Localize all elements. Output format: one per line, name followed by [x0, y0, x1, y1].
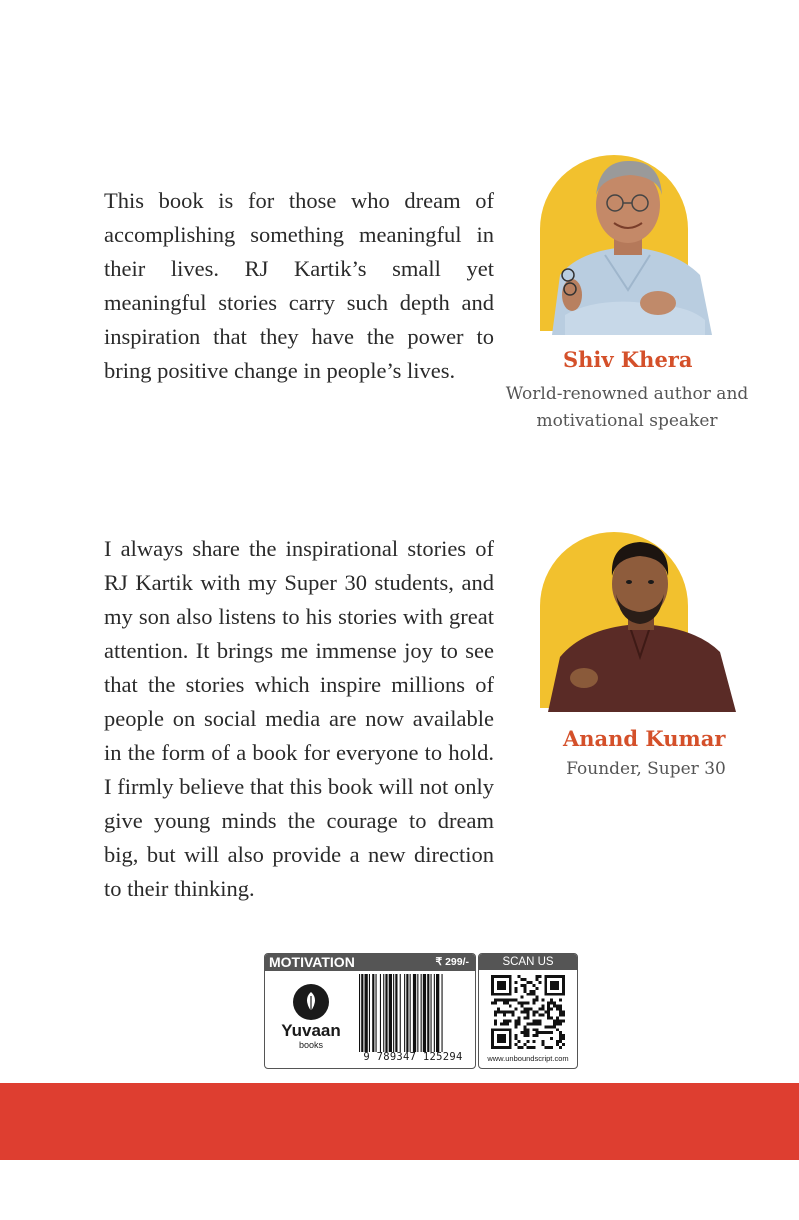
- testimonial-name-2: Anand Kumar: [563, 726, 726, 751]
- qr-code-box: [478, 953, 578, 1069]
- label-header: [265, 954, 475, 971]
- testimonial-title-2: Founder, Super 30: [566, 759, 726, 779]
- publisher-name: Yuvaan: [281, 1021, 341, 1040]
- testimonial-quote-2: I always share the inspirational stories of RJ Kartik with my Super 30 students, and my son also listens to his stories with great attention. It brings me immense joy to see that the stories which inspire millions of people on social media are now available in the form of a book for everyone to hold. I firmly believe that this book will not only give young minds the courage to dream big, but will also provide a new direction to their thinking.: [104, 536, 494, 901]
- testimonial-title-1: World-renowned author and motivational speaker: [505, 384, 749, 431]
- leaf-icon: [293, 984, 329, 1020]
- portrait-anand-kumar: [540, 532, 740, 712]
- testimonial-quote-1: This book is for those who dream of accomplishing something meaningful in their lives. RJ Kartik’s small yet meaningful stories carry such depth and inspiration that they have the power to bring positive change in people’s lives.: [104, 188, 494, 383]
- publisher-subtitle: books: [298, 1040, 324, 1050]
- publisher-logo: [273, 984, 349, 1050]
- bottom-color-band: [0, 1083, 799, 1160]
- testimonial-name-1: Shiv Khera: [563, 347, 693, 372]
- barcode-label: [264, 953, 476, 1069]
- category-label: MOTIVATION: [269, 954, 355, 970]
- barcode: [357, 974, 469, 1052]
- isbn-number: 9 789347 125294: [363, 1051, 463, 1063]
- portrait-shiv-khera: [540, 155, 715, 335]
- scan-url: www.unboundscript.com: [487, 1054, 569, 1063]
- qr-code: [491, 975, 565, 1049]
- price-label: ₹ 299/-: [435, 956, 469, 968]
- scan-heading: SCAN US: [479, 954, 577, 970]
